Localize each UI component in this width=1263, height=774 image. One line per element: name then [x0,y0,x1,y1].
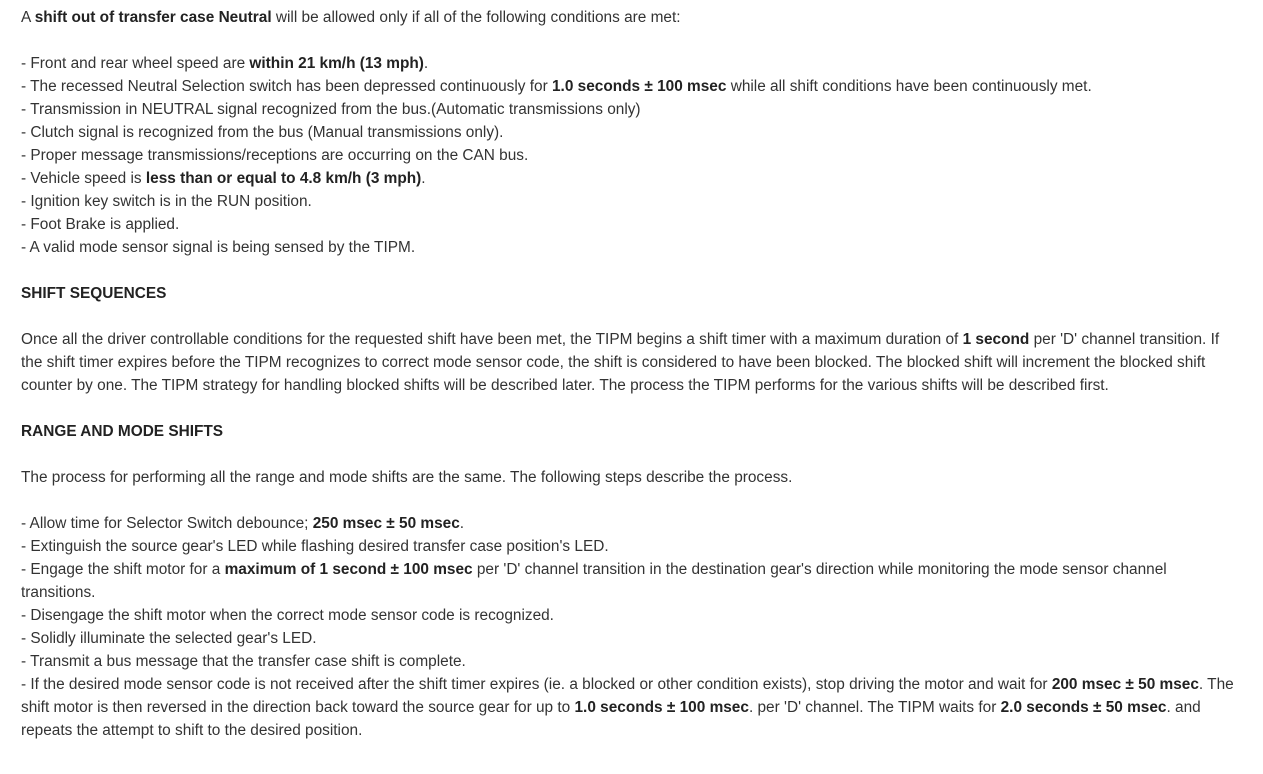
list-item [21,512,1242,535]
paragraph-text: Once all the driver controllable conditions for the requested shift have been met, the TIPM begins a shift timer with a maximum duration of [21,331,963,348]
paragraph-bold: 1 second [962,331,1030,348]
list-item [21,627,1242,650]
list-item-text: - Allow time for Selector Switch debounce; [21,515,313,532]
spacer [21,259,1242,282]
range-mode-intro: The process for performing all the range and mode shifts are the same. The following steps describe the process. [21,469,793,486]
list-item-bold: maximum of 1 second ± 100 msec [224,561,473,578]
list-item-text: - Foot Brake is applied. [21,216,180,233]
list-item-text: - The recessed Neutral Selection switch has been depressed continuously for [21,78,552,95]
list-item [21,213,1242,236]
list-item-text: - Ignition key switch is in the RUN position. [21,193,312,210]
list-item [21,52,1242,75]
paragraph-text: per 'D' channel transition. If the shift timer expires before the TIPM recognizes to correct mode sensor code, the shift is considered to have been blocked. The blocked shift will increment the blocked shift counter by one. The TIPM strategy for handling blocked shifts will be described later. The process the TIPM performs for the various shifts will be described first. [21,331,1220,394]
list-item [21,558,1242,604]
intro-text-1: A [21,9,35,26]
spacer [21,305,1242,328]
list-item [21,75,1242,98]
list-item-text: per 'D' channel transition in the destination gear's direction while monitoring the mode sensor channel transitions. [21,561,1167,601]
list-item-bold: within 21 km/h (13 mph) [249,55,424,72]
list-item-text: - Clutch signal is recognized from the bus (Manual transmissions only). [21,124,504,141]
list-item-text: . [423,55,429,72]
list-item-text: - Solidly illuminate the selected gear's LED. [21,630,317,647]
list-item [21,650,1242,673]
list-item [21,167,1242,190]
list-item [21,535,1242,558]
spacer [21,397,1242,420]
list-item-text: . per 'D' channel. The TIPM waits for [748,699,1001,716]
list-item [21,144,1242,167]
list-item-text: . and repeats the attempt to shift to the desired position. [21,699,1201,739]
intro-text-2: will be allowed only if all of the following conditions are met: [271,9,681,26]
list-item-text: - Proper message transmissions/receptions are occurring on the CAN bus. [21,147,529,164]
shift-sequences-paragraph [21,328,1242,397]
intro-paragraph [21,6,1242,29]
list-item-text: - Engage the shift motor for a [21,561,225,578]
spacer [21,489,1242,512]
steps-list [21,512,1242,742]
list-item-text: - A valid mode sensor signal is being sensed by the TIPM. [21,239,416,256]
list-item [21,604,1242,627]
list-item-bold: 200 msec ± 50 msec [1051,676,1199,693]
intro-bold: shift out of transfer case Neutral [34,9,272,26]
list-item-bold: less than or equal to 4.8 km/h (3 mph) [145,170,422,187]
list-item-text: . The shift motor is then reversed in the direction back toward the source gear for up to [21,676,1234,716]
list-item-bold: 2.0 seconds ± 50 msec [1000,699,1167,716]
list-item-text: - Extinguish the source gear's LED while flashing desired transfer case position's LED. [21,538,609,555]
list-item-text: while all shift conditions have been continuously met. [726,78,1092,95]
conditions-list [21,52,1242,259]
list-item [21,98,1242,121]
list-item-text: - Vehicle speed is [21,170,146,187]
spacer [21,443,1242,466]
list-item-bold: 1.0 seconds ± 100 msec [551,78,727,95]
range-mode-heading: RANGE AND MODE SHIFTS [21,423,224,440]
list-item-text: - If the desired mode sensor code is not received after the shift timer expires (ie. a blocked or other condition exists), stop driving the motor and wait for [21,676,1052,693]
list-item-text: . [459,515,465,532]
list-item-text: . [421,170,426,187]
list-item-bold: 250 msec ± 50 msec [312,515,460,532]
list-item-text: - Transmit a bus message that the transfer case shift is complete. [21,653,466,670]
list-item-bold: 1.0 seconds ± 100 msec [574,699,749,716]
list-item [21,236,1242,259]
spacer [21,29,1242,52]
list-item-text: - Front and rear wheel speed are [21,55,250,72]
list-item [21,190,1242,213]
list-item [21,121,1242,144]
list-item-text: - Disengage the shift motor when the correct mode sensor code is recognized. [21,607,554,624]
list-item-text: - Transmission in NEUTRAL signal recognized from the bus.(Automatic transmissions only) [21,101,641,118]
shift-sequences-heading: SHIFT SEQUENCES [21,285,167,302]
list-item [21,673,1242,742]
